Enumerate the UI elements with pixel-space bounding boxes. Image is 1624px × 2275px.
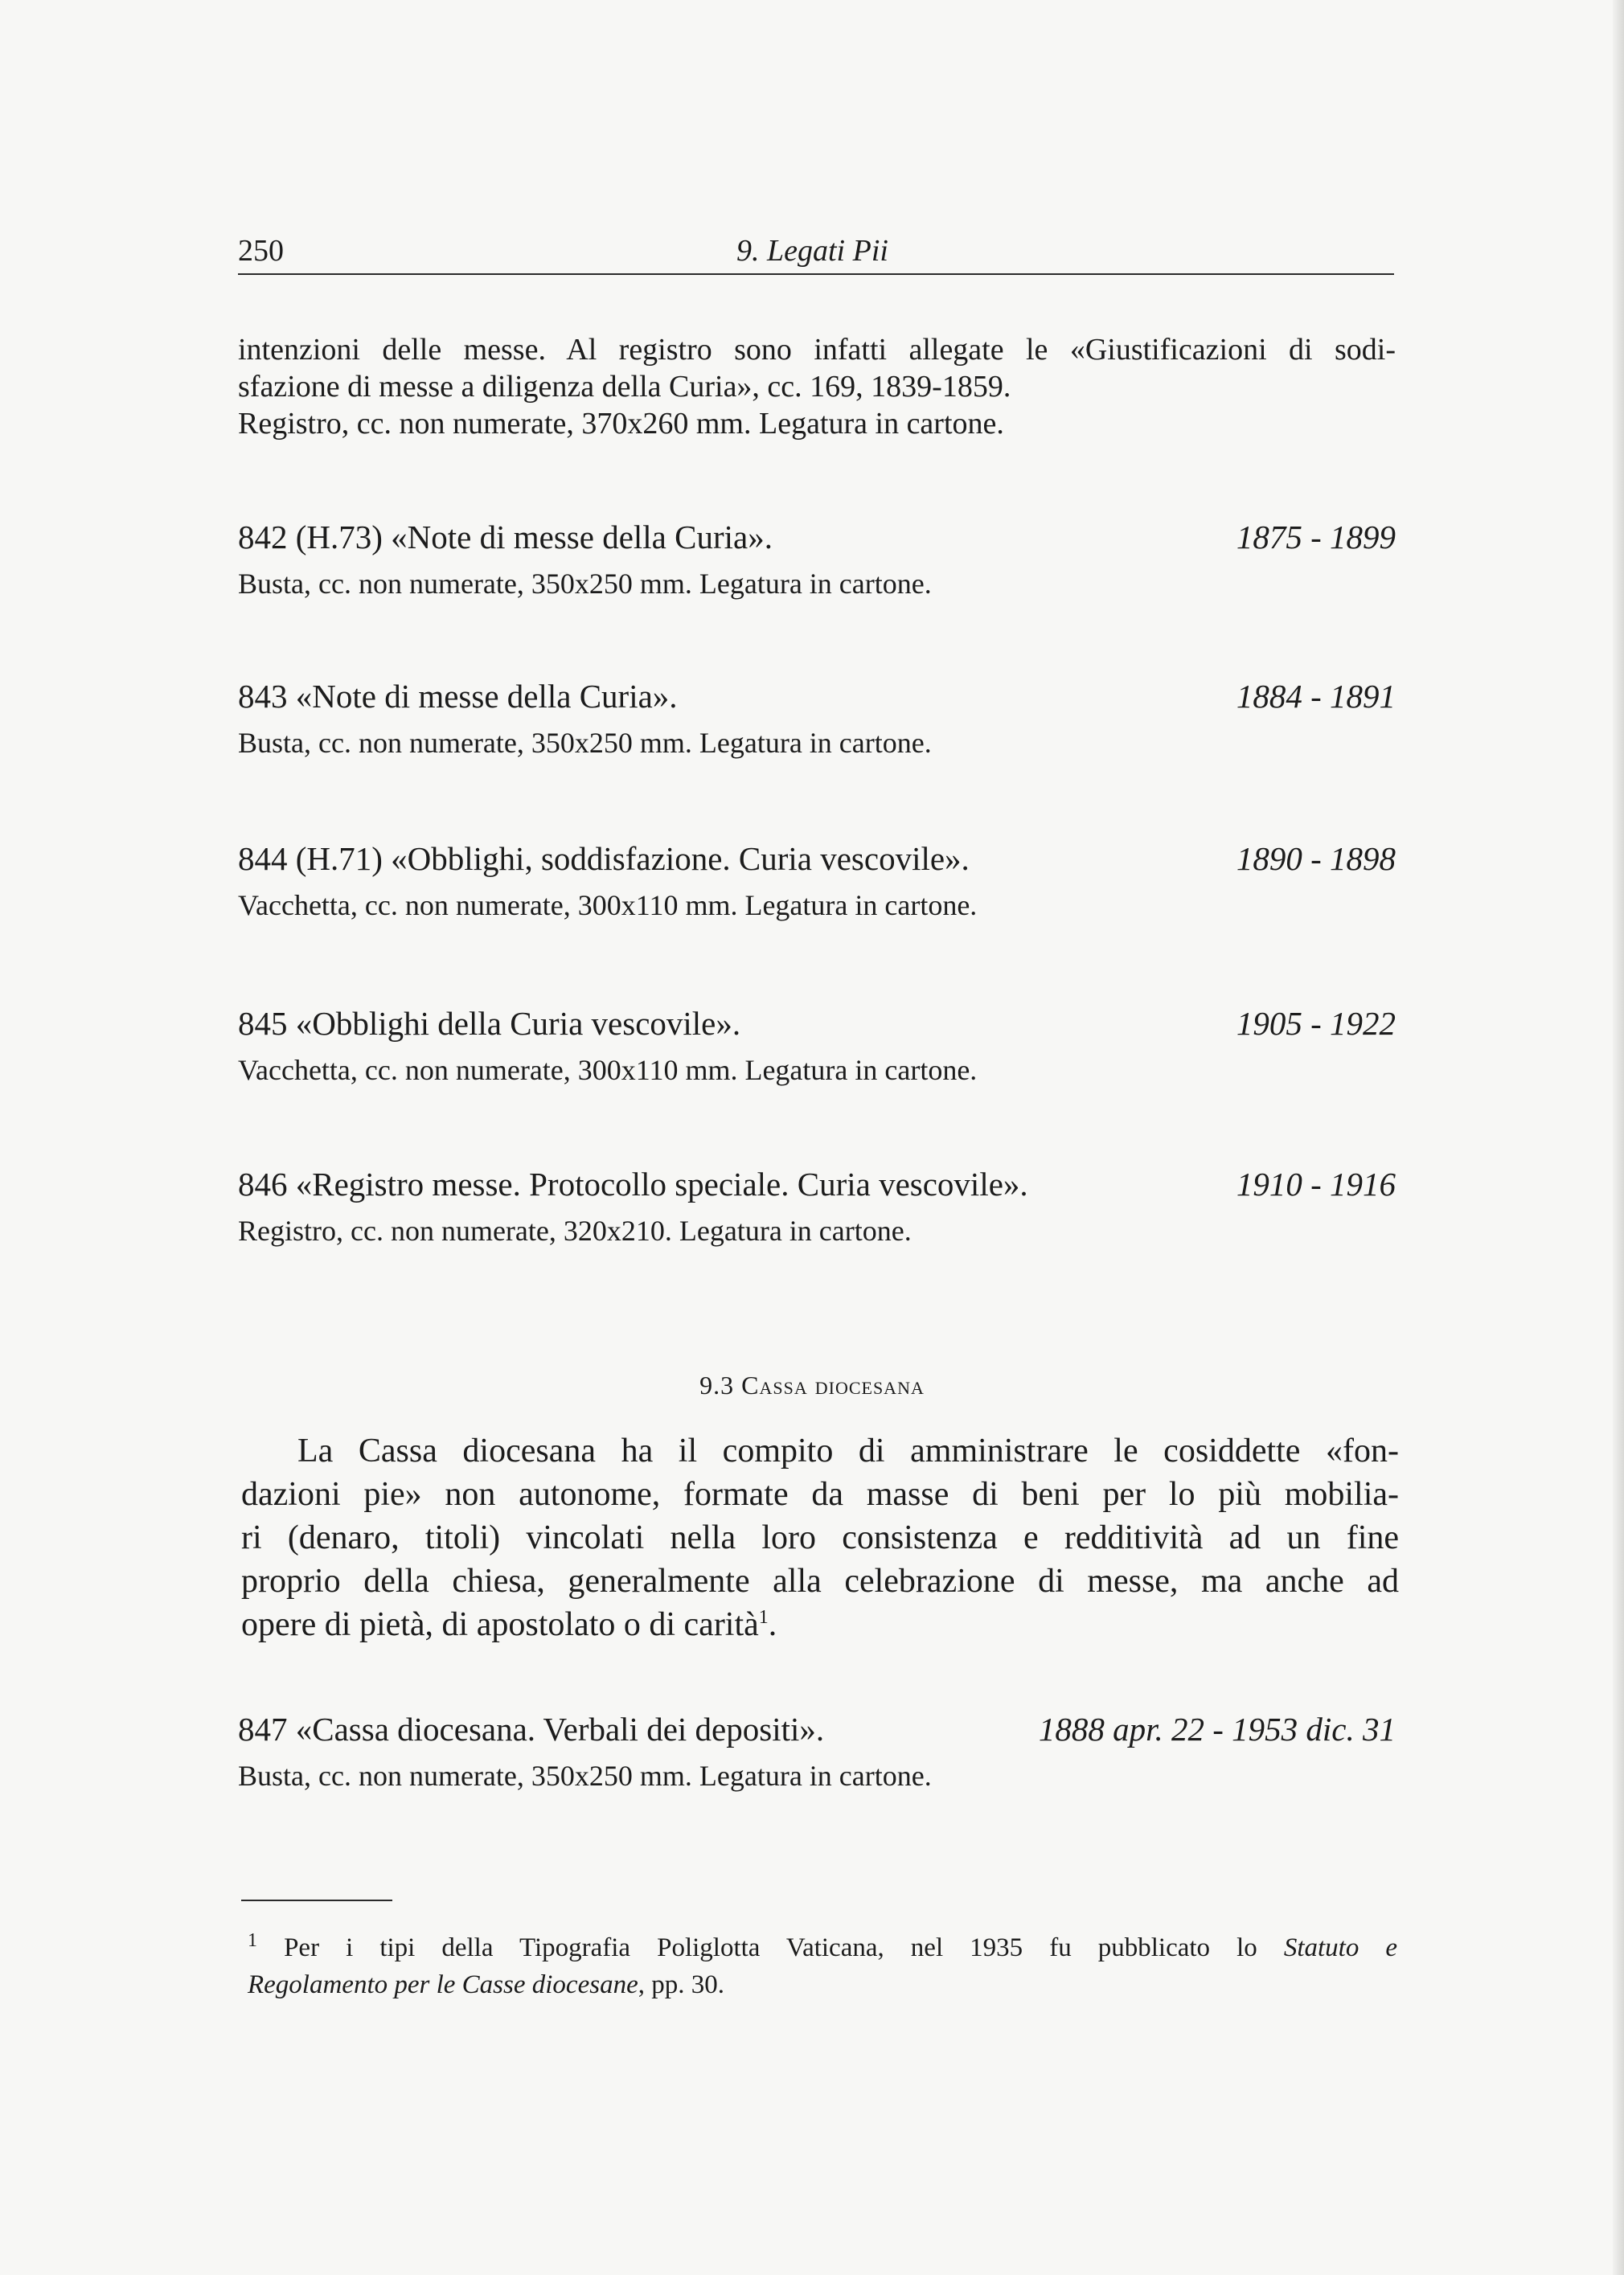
footnote-line	[248, 1929, 1397, 1966]
footnote-number: 1	[248, 1930, 257, 1951]
page-header	[238, 233, 1394, 275]
entry-842	[238, 519, 1396, 602]
entry-description: Vacchetta, cc. non numerate, 300x110 mm. Legatura in cartone.	[238, 1054, 978, 1086]
footnote	[248, 1929, 1397, 2003]
entry-dates: 1905 - 1922	[1236, 1005, 1396, 1042]
footnote-italic-title: Statuto e	[1283, 1933, 1398, 1962]
entry-844	[238, 840, 1396, 924]
footnote-italic-title: Regolamento per le Casse diocesane	[248, 1970, 638, 1999]
paragraph-line-last: opere di pietà, di apostolato o di carità$^1$.	[241, 1606, 777, 1643]
entry-label: 843 «Note di messe della Curia».	[238, 678, 678, 715]
running-title: 9. Legati Pii	[736, 234, 888, 268]
entry-847	[238, 1711, 1396, 1794]
intro-line: sfazione di messe a diligenza della Curia», cc. 169, 1839-1859.	[238, 370, 1011, 404]
page-edge-shadow	[1613, 0, 1624, 2275]
entry-description: Busta, cc. non numerate, 350x250 mm. Legatura in cartone.	[238, 568, 932, 600]
entry-label: 845 «Obblighi della Curia vescovile».	[238, 1005, 741, 1042]
paragraph-line: dazioni pie» non autonome, formate da masse di beni per lo più mobilia-	[241, 1476, 1399, 1513]
section-paragraph	[241, 1429, 1399, 1646]
entry-dates: 1884 - 1891	[1236, 678, 1396, 715]
entry-dates: 1875 - 1899	[1236, 519, 1396, 555]
paragraph-line: ri (denaro, titoli) vincolati nella loro consistenza e redditività ad un fine	[241, 1519, 1399, 1556]
entry-description: Busta, cc. non numerate, 350x250 mm. Legatura in cartone.	[238, 1760, 932, 1792]
footnote-reference: 1	[758, 1607, 769, 1628]
footnote-separator	[241, 1900, 392, 1901]
paragraph-line-text: opere di pietà, di apostolato o di carità	[241, 1606, 759, 1643]
section-title: Cassa diocesana	[741, 1371, 925, 1400]
entry-label: 844 (H.71) «Obblighi, soddisfazione. Curia vescovile».	[238, 840, 970, 877]
footnote-text: Per i tipi della Tipografia Poliglotta Vaticana, nel 1935 fu pubblicato lo	[284, 1933, 1257, 1962]
entry-dates: 1910 - 1916	[1236, 1166, 1396, 1203]
entry-843	[238, 678, 1396, 761]
intro-text	[238, 331, 1396, 442]
entry-description: Registro, cc. non numerate, 320x210. Legatura in cartone.	[238, 1215, 912, 1247]
entry-845	[238, 1005, 1396, 1088]
paragraph-line: La Cassa diocesana ha il compito di amministrare le cosiddette «fon-	[297, 1433, 1399, 1470]
page-number: 250	[238, 234, 284, 268]
entry-846	[238, 1166, 1396, 1249]
section-number: 9.3	[699, 1371, 735, 1400]
footnote-line	[248, 1966, 1397, 2003]
footnote-text: , pp. 30.	[638, 1970, 724, 1999]
entry-dates: 1888 apr. 22 - 1953 dic. 31	[1038, 1711, 1396, 1748]
paragraph-line: proprio della chiesa, generalmente alla celebrazione di messe, ma anche ad	[241, 1563, 1399, 1600]
entry-label: 846 «Registro messe. Protocollo speciale. Curia vescovile».	[238, 1166, 1028, 1203]
intro-line: intenzioni delle messe. Al registro sono infatti allegate le «Giustificazioni di sodi-	[238, 333, 1396, 367]
section-heading	[0, 1371, 1624, 1400]
entry-label: 842 (H.73) «Note di messe della Curia».	[238, 519, 773, 555]
intro-line: Registro, cc. non numerate, 370x260 mm. Legatura in cartone.	[238, 407, 1004, 441]
entry-label: 847 «Cassa diocesana. Verbali dei depositi».	[238, 1711, 825, 1748]
entry-description: Busta, cc. non numerate, 350x250 mm. Legatura in cartone.	[238, 727, 932, 759]
entry-dates: 1890 - 1898	[1236, 840, 1396, 877]
entry-description: Vacchetta, cc. non numerate, 300x110 mm. Legatura in cartone.	[238, 889, 978, 921]
